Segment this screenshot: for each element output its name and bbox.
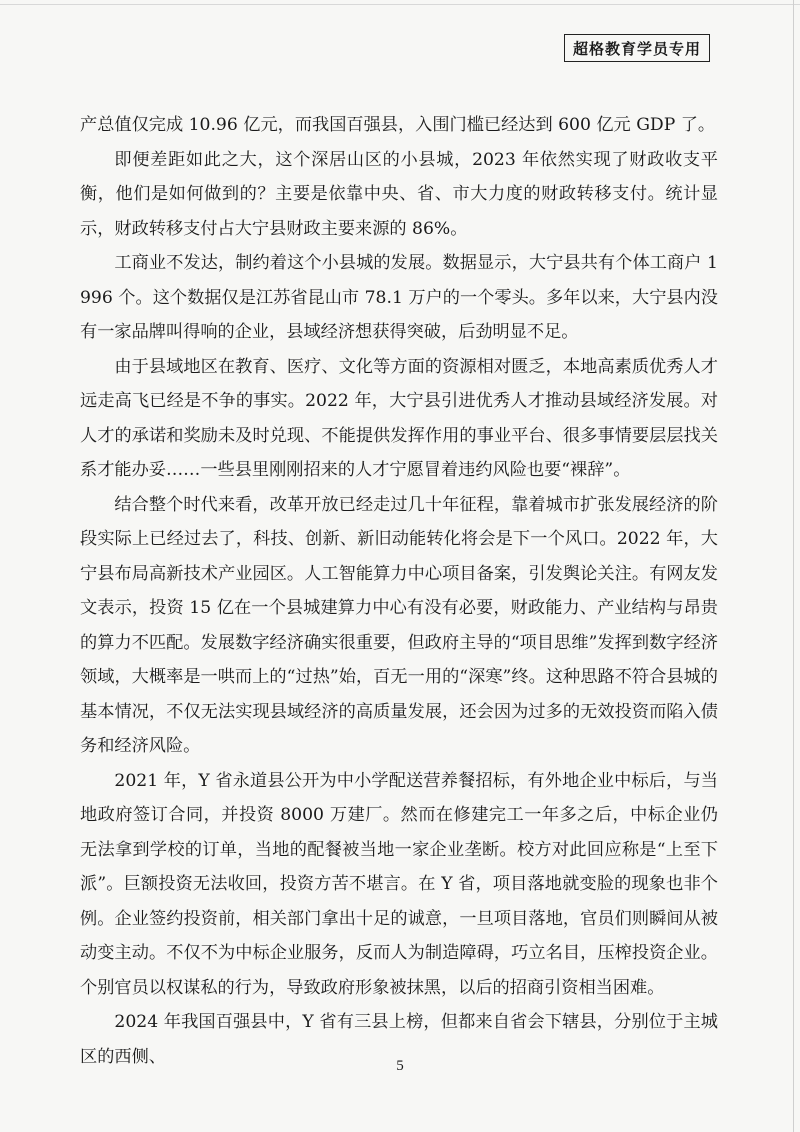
scan-top-edge <box>0 4 800 5</box>
body-text <box>80 108 718 1074</box>
paragraph: 结合整个时代来看，改革开放已经走过几十年征程，靠着城市扩张发展经济的阶段实际上已经过去了，科技、创新、新旧动能转化将会是下一个风口。2022 年，大宁县布局高新技术产业园区。人工智能算力中心项目备案，引发舆论关注。有网友发文表示，投资 15 亿在一个县城建算力中心有没有必要，财政能力、产业结构与昂贵的算力不匹配。发展数字经济确实很重要，但政府主导的“项目思维”发挥到数字经济领域，大概率是一哄而上的“过热”始，百无一用的“深寒”终。这种思路不符合县城的基本情况，不仅无法实现县域经济的高质量发展，还会因为过多的无效投资而陷入债务和经济风险。 <box>80 494 718 756</box>
paragraph: 由于县域地区在教育、医疗、文化等方面的资源相对匮乏，本地高素质优秀人才远走高飞已经是不争的事实。2022 年，大宁县引进优秀人才推动县域经济发展。对人才的承诺和奖励未及时兑现、不能提供发挥作用的事业平台、很多事情要层层找关系才能办妥……一些县里刚刚招来的人才宁愿冒着违约风险也要“裸辞”。 <box>80 356 718 480</box>
header-badge: 超格教育学员专用 <box>564 34 710 62</box>
paragraph: 即便差距如此之大，这个深居山区的小县城，2023 年依然实现了财政收支平衡，他们是如何做到的？主要是依靠中央、省、市大力度的财政转移支付。统计显示，财政转移支付占大宁县财政主要来源的 86%。 <box>80 149 718 239</box>
page-number: 5 <box>396 1058 404 1074</box>
paragraph: 工商业不发达，制约着这个小县城的发展。数据显示，大宁县共有个体工商户 1996 个。这个数据仅是江苏省昆山市 78.1 万户的一个零头。多年以来，大宁县内没有一家品牌叫得响的企业，县域经济想获得突破，后劲明显不足。 <box>80 253 718 342</box>
paragraph: 2021 年，Y 省永道县公开为中小学配送营养餐招标，有外地企业中标后，与当地政府签订合同，并投资 8000 万建厂。然而在修建完工一年多之后，中标企业仍无法拿到学校的订单，当地的配餐被当地一家企业垄断。校方对此回应称是“上至下派”。巨额投资无法收回，投资方苦不堪言。在 Y 省，项目落地就变脸的现象也非个例。企业签约投资前，相关部门拿出十足的诚意，一旦项目落地，官员们则瞬间从被动变主动。不仅不为中标企业服务，反而人为制造障碍，巧立名目，压榨投资企业。个别官员以权谋私的行为，导致政府形象被抹黑，以后的招商引资相当困难。 <box>80 770 718 998</box>
scan-right-edge <box>793 0 794 1132</box>
paragraph: 2024 年我国百强县中，Y 省有三县上榜，但都来自省会下辖县，分别位于主城区的西侧、 <box>80 1012 718 1067</box>
paragraph-continued: 产总值仅完成 10.96 亿元，而我国百强县，入围门槛已经达到 600 亿元 GDP 了。 <box>80 115 716 135</box>
